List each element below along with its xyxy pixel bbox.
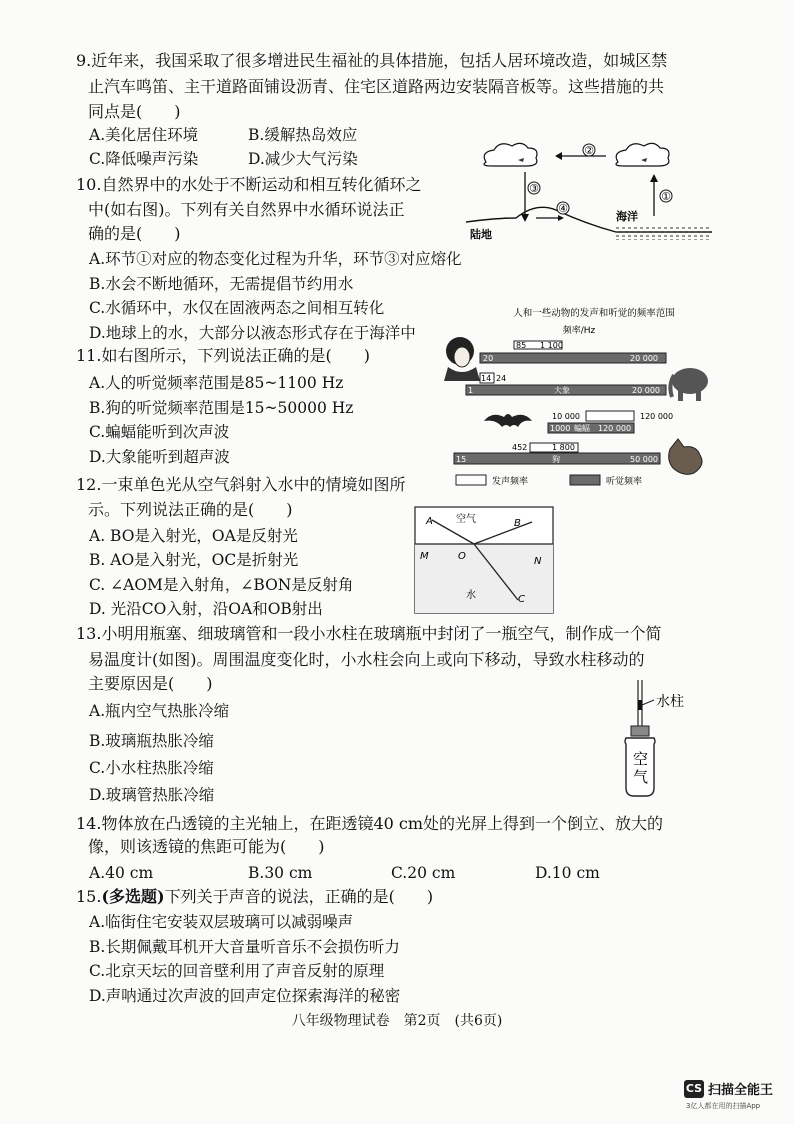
air-label-2: 气: [633, 768, 649, 786]
label-3: ③: [529, 182, 539, 195]
water-region: [415, 544, 553, 613]
point-O: O: [458, 551, 466, 562]
q10-stem-line3: 确的是( ): [88, 224, 181, 243]
q10-option-b: B.水会不断地循环，无需提倡节约用水: [89, 275, 354, 293]
q12-option-d: D. 光沿CO入射，沿OA和OB射出: [89, 600, 323, 618]
frequency-range-figure: [444, 303, 714, 493]
point-A: A: [426, 516, 433, 527]
q14-stem-line2: 像，则该透镜的焦距可能为( ): [88, 837, 325, 856]
legend-emit-swatch: [456, 475, 486, 485]
cloud-left-icon: [484, 143, 537, 166]
q13-option-b: B.玻璃瓶热胀冷缩: [89, 732, 214, 750]
human-hear-min: 20: [483, 354, 494, 363]
legend-emit-label: 发声频率: [492, 477, 529, 487]
q15-stem-text: 下列关于声音的说法，正确的是( ): [164, 887, 434, 906]
dog-emit-min: 452: [512, 443, 528, 452]
point-C: C: [518, 594, 525, 605]
q9-stem-line2: 止汽车鸣笛、主干道路面铺设沥青、住宅区道路两边安装隔音板等。这些措施的共: [88, 77, 665, 96]
human-emit-min: 85: [516, 341, 527, 350]
q13-option-d: D.玻璃管热胀冷缩: [89, 786, 215, 804]
q13-option-c: C.小水柱热胀冷缩: [89, 759, 214, 777]
air-label: 空气: [456, 514, 476, 525]
q15-number: 15.: [76, 887, 102, 906]
q15-option-c: C.北京天坛的回音壁利用了声音反射的原理: [89, 962, 385, 980]
q14-option-b: B.30 cm: [248, 864, 313, 882]
q14-stem-line1: 14.物体放在凸透镜的主光轴上，在距透镜40 cm处的光屏上得到一个倒立、放大的: [76, 814, 664, 833]
person-icon: [444, 337, 480, 381]
q9-option-b: B.缓解热岛效应: [248, 126, 358, 144]
sea-area: [614, 226, 712, 240]
elephant-emit-min: 14: [481, 374, 492, 383]
q13-stem-line3: 主要原因是( ): [88, 674, 213, 693]
q10-option-a: A.环节①对应的物态变化过程为升华，环节③对应熔化: [89, 250, 462, 268]
elephant-hear-min: 1: [468, 386, 474, 395]
q9-option-c: C.降低噪声污染: [89, 150, 199, 168]
arrow-3-head: [521, 214, 529, 222]
q14-option-c: C.20 cm: [391, 864, 456, 882]
q11-option-c: C.蝙蝠能听到次声波: [89, 423, 230, 441]
q11-option-b: B.狗的听觉频率范围是15~50000 Hz: [89, 399, 354, 417]
bottle-thermometer-figure: [614, 678, 694, 800]
label-1: ①: [661, 190, 671, 203]
q14-option-d: D.10 cm: [535, 864, 600, 882]
elephant-emit-max: 24: [496, 374, 507, 383]
arrow-4-head: [558, 215, 564, 221]
point-M: M: [420, 551, 429, 562]
q13-stem-line2: 易温度计(如图)。周围温度变化时，小水柱会向上或向下移动，导致水柱移动的: [88, 650, 645, 669]
q15-stem: [76, 886, 433, 908]
sea-label: 海洋: [616, 210, 638, 223]
water-label: 水: [466, 590, 476, 601]
q12-stem-line1: 12.一束单色光从空气斜射入水中的情境如图所: [76, 475, 406, 494]
q9-stem-line1: 9.近年来，我国采取了很多增进民生福祉的具体措施，包括人居环境改造，如城区禁: [76, 51, 668, 70]
q11-stem: 11.如右图所示，下列说法正确的是( ): [76, 346, 370, 365]
q12-option-a: A. BO是入射光，OA是反射光: [89, 527, 298, 545]
bat-label: 蝙蝠: [574, 424, 590, 433]
bat-emit-max: 120 000: [640, 412, 674, 421]
fig-unit: 频率/Hz: [562, 326, 596, 336]
bat-icon: [484, 414, 532, 427]
q11-option-d: D.大象能听到超声波: [89, 448, 230, 466]
q10-option-c: C.水循环中，水仅在固液两态之间相互转化: [89, 299, 385, 317]
label-4: ④: [558, 202, 568, 215]
q15-option-b: B.长期佩戴耳机开大音量听音乐不会损伤听力: [89, 938, 400, 956]
dog-hear-min: 15: [456, 455, 467, 464]
dog-emit-max: 1 800: [552, 443, 575, 452]
camscanner-tagline: 3亿人都在用的扫描App: [686, 1102, 761, 1110]
q9-option-a: A.美化居住环境: [89, 126, 199, 144]
elephant-label: 大象: [554, 386, 570, 395]
bat-emit-min: 10 000: [552, 412, 580, 421]
water-column: [638, 700, 642, 710]
page-footer: 八年级物理试卷 第2页 (共6页): [291, 1013, 503, 1029]
elephant-icon: [670, 368, 708, 401]
cloud-right-icon: [616, 143, 669, 166]
camscanner-logo-icon: CS: [684, 1080, 704, 1098]
legend-hear-swatch: [570, 475, 600, 485]
q10-option-d: D.地球上的水，大部分以液态形式存在于海洋中: [89, 324, 416, 342]
bat-hear-max: 120 000: [598, 424, 632, 433]
arrow-1-head: [650, 174, 658, 182]
q13-stem-line1: 13.小明用瓶塞、细玻璃管和一段小水柱在玻璃瓶中封闭了一瓶空气，制作成一个简: [76, 624, 662, 643]
dog-hear-max: 50 000: [630, 455, 658, 464]
q13-option-a: A.瓶内空气热胀冷缩: [89, 702, 230, 720]
bat-hear-min: 1000: [550, 424, 571, 433]
q12-option-c: C. ∠AOM是入射角，∠BON是反射角: [89, 576, 354, 594]
legend-hear-label: 听觉频率: [606, 477, 643, 487]
water-cycle-figure: [466, 138, 712, 248]
label-2: ②: [584, 144, 594, 157]
point-N: N: [534, 556, 542, 567]
land-label: 陆地: [470, 228, 492, 241]
q9-stem-line3: 同点是( ): [88, 102, 181, 121]
q12-stem-line2: 示。下列说法正确的是( ): [88, 500, 293, 519]
q12-option-b: B. AO是入射光，OC是折射光: [89, 551, 299, 569]
dog-icon: [669, 439, 702, 474]
bat-emit-bar: [586, 411, 634, 421]
water-column-label: 水柱: [656, 694, 684, 710]
q15-option-d: D.声呐通过次声波的回声定位探索海洋的秘密: [89, 987, 401, 1005]
water-column-pointer: [642, 700, 654, 705]
q10-stem-line1: 10.自然界中的水处于不断运动和相互转化循环之: [76, 175, 422, 194]
q15-option-a: A.临街住宅安装双层玻璃可以减弱噪声: [89, 913, 354, 931]
elephant-hear-max: 20 000: [632, 386, 660, 395]
q14-option-a: A.40 cm: [89, 864, 154, 882]
fig-title: 人和一些动物的发声和听觉的频率范围: [513, 308, 675, 319]
q15-multi-tag: (多选题): [101, 887, 165, 906]
dog-label: 狗: [552, 455, 560, 464]
air-label-1: 空: [633, 750, 649, 768]
q11-option-a: A.人的听觉频率范围是85~1100 Hz: [89, 374, 344, 392]
point-B: B: [514, 518, 521, 529]
bottle-stopper: [631, 726, 649, 736]
refraction-figure: [414, 506, 554, 614]
human-hear-max: 20 000: [630, 354, 658, 363]
human-emit-max: 1 100: [540, 341, 563, 350]
arrow-2-head: [555, 152, 562, 160]
camscanner-name: 扫描全能王: [708, 1083, 774, 1098]
q10-stem-line2: 中(如右图)。下列有关自然界中水循环说法正: [88, 200, 405, 219]
q9-option-d: D.减少大气污染: [248, 150, 358, 168]
